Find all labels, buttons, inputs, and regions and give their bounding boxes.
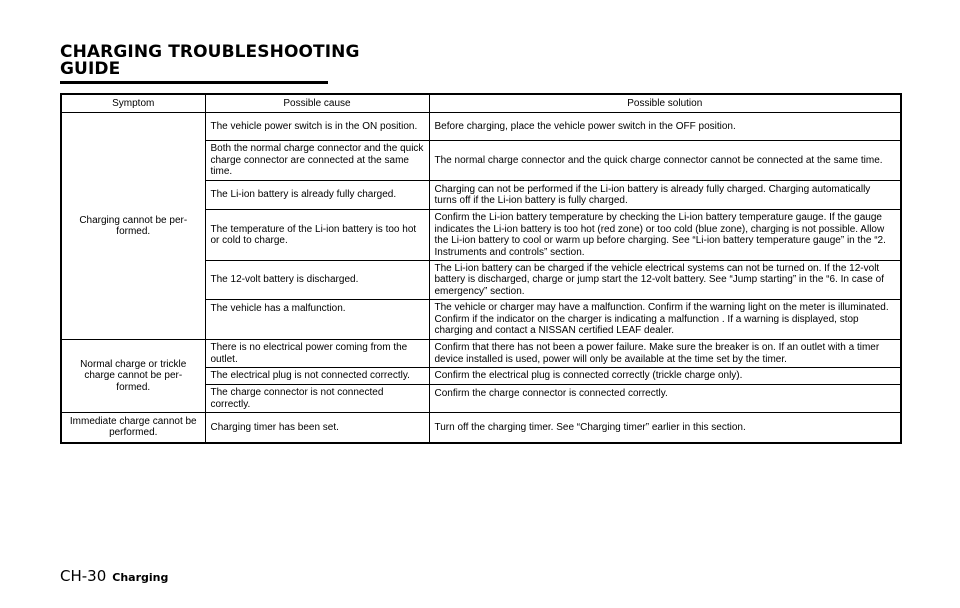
solution-cell: Before charging, place the vehicle power switch in the OFF position.	[429, 113, 901, 141]
table-row	[61, 413, 901, 443]
cause-cell: There is no electrical power coming from the outlet.	[205, 340, 429, 368]
page-number: CH-30	[60, 567, 107, 585]
solution-cell: Confirm the Li-ion battery temperature by checking the Li-ion battery temperature gauge. If the gauge indicates the Li-ion battery is too hot (red zone) or too cold (blue zone), charging is not possible. Allow the Li-ion battery to cool or warm up before charging. See “Li-ion battery temperature gauge” in the “2. Instruments and controls” section.	[429, 210, 901, 261]
solution-cell: Charging can not be performed if the Li-ion battery is already fully charged. Charging automatically turns off if the Li-ion battery is fully charged.	[429, 181, 901, 210]
section-name: Charging	[112, 571, 169, 584]
cause-cell: The vehicle power switch is in the ON position.	[205, 113, 429, 141]
page-footer	[60, 567, 168, 586]
solution-cell: Confirm the electrical plug is connected correctly (trickle charge only).	[429, 368, 901, 385]
solution-cell: The vehicle or charger may have a malfunction. Confirm if the warning light on the meter is illuminated. Confirm if the indicator on the charger is indicating a malfunction . If a warning is displayed, stop charging and contact a NISSAN certified LEAF dealer.	[429, 300, 901, 340]
column-header-symptom: Symptom	[61, 94, 205, 113]
column-header-cause: Possible cause	[205, 94, 429, 113]
solution-cell: The normal charge connector and the quick charge connector cannot be connected at the same time.	[429, 141, 901, 181]
symptom-cell: Immediate charge cannot be performed.	[61, 413, 205, 443]
cause-cell: The 12-volt battery is discharged.	[205, 261, 429, 300]
cause-cell: Both the normal charge connector and the quick charge connector are connected at the same time.	[205, 141, 429, 181]
solution-cell: Confirm the charge connector is connected correctly.	[429, 385, 901, 413]
symptom-cell: Charging cannot be per-formed.	[61, 113, 205, 340]
solution-cell: Turn off the charging timer. See “Charging timer” earlier in this section.	[429, 413, 901, 443]
table-row	[61, 113, 901, 141]
column-header-solution: Possible solution	[429, 94, 901, 113]
troubleshooting-table	[60, 93, 902, 444]
page-title: CHARGING TROUBLESHOOTING GUIDE	[60, 42, 360, 79]
table-row	[61, 340, 901, 368]
symptom-cell: Normal charge or trickle charge cannot be per-formed.	[61, 340, 205, 413]
cause-cell: The Li-ion battery is already fully charged.	[205, 181, 429, 210]
cause-cell: Charging timer has been set.	[205, 413, 429, 443]
solution-cell: Confirm that there has not been a power failure. Make sure the breaker is on. If an outlet with a timer device installed is used, power will only be available at the time set by the timer.	[429, 340, 901, 368]
cause-cell: The vehicle has a malfunction.	[205, 300, 429, 340]
cause-cell: The temperature of the Li-ion battery is too hot or cold to charge.	[205, 210, 429, 261]
cause-cell: The electrical plug is not connected correctly.	[205, 368, 429, 385]
table-header-row	[61, 94, 901, 113]
solution-cell: The Li-ion battery can be charged if the vehicle electrical systems can not be turned on. If the 12-volt battery is discharged, charge or jump start the 12-volt battery. See “Jump starting” in the “6. In case of emergency” section.	[429, 261, 901, 300]
cause-cell: The charge connector is not connected correctly.	[205, 385, 429, 413]
title-rule	[60, 81, 328, 84]
